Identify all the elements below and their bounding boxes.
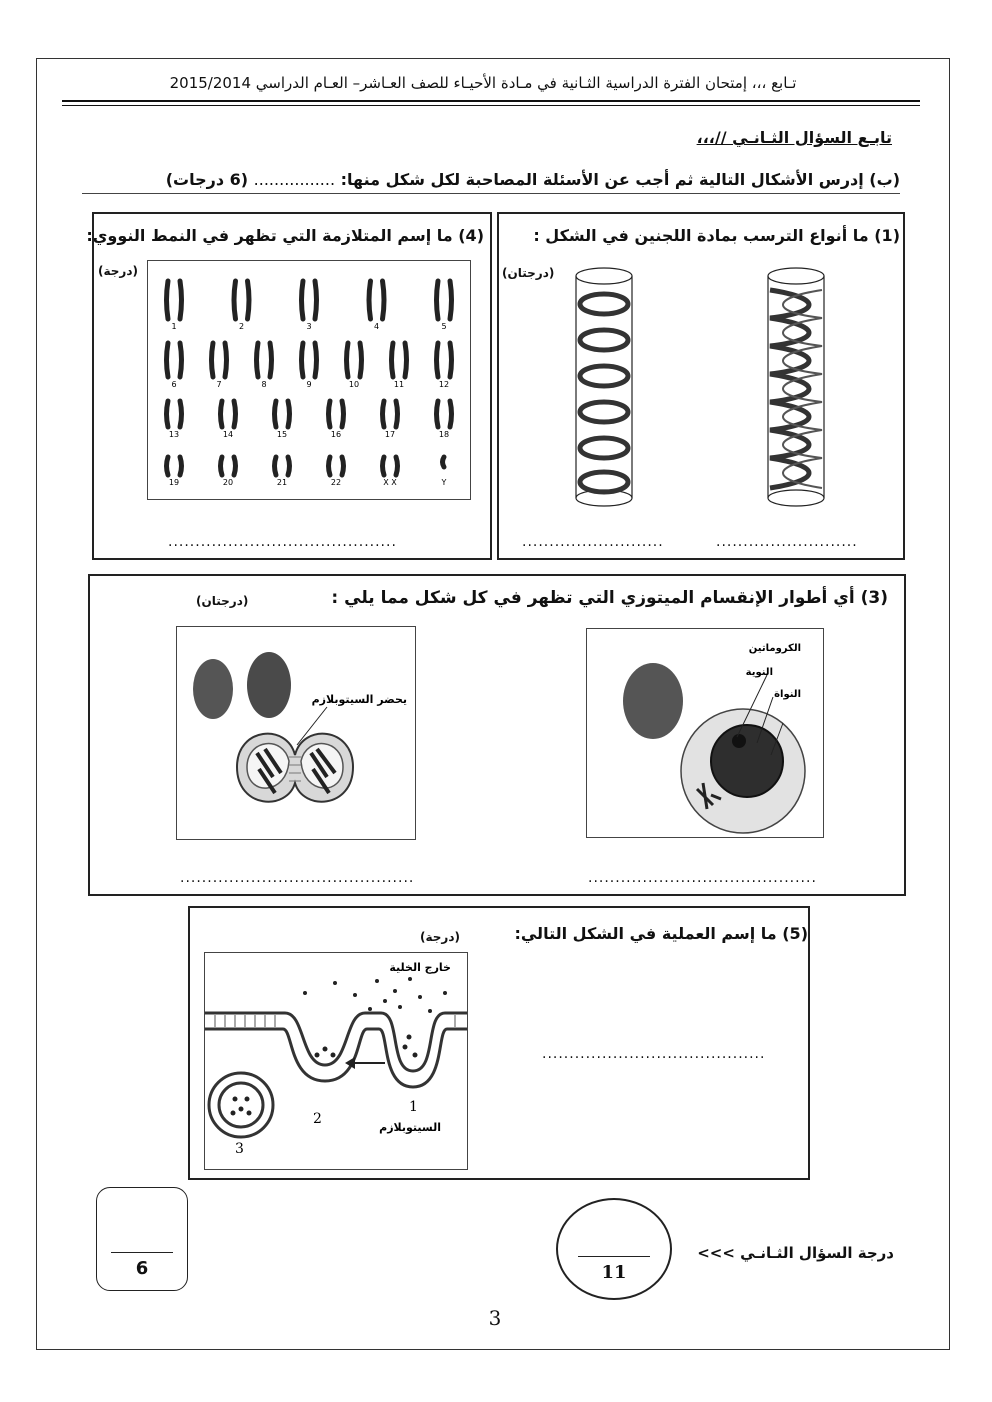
telophase-label: يحضر السيتوبلازم (311, 693, 407, 706)
section-instruction (82, 170, 900, 194)
chromosome-pair (443, 457, 445, 467)
chromosome (302, 281, 304, 319)
chromosome-pair (167, 343, 182, 377)
instruction-dots: ................ (253, 170, 336, 189)
chromosome (347, 343, 349, 377)
header-rule-thin (62, 105, 920, 106)
chromosome-number-label: 2 (238, 322, 245, 331)
nucleolus-label: النوية (745, 667, 773, 678)
header-rule (62, 100, 920, 102)
chromosome (275, 457, 277, 475)
question-1-answer-right[interactable]: .......................... (716, 534, 858, 550)
chromosome (180, 457, 182, 475)
score-line (578, 1256, 650, 1257)
chromosome-number-label: 18 (438, 430, 450, 439)
question-5-marks: (درجة) (420, 930, 460, 944)
karyotype-figure (147, 260, 471, 500)
chromosome (167, 457, 169, 475)
chromosome (443, 457, 445, 467)
chromosome (383, 401, 385, 427)
chromosome-number-label: 14 (222, 430, 234, 439)
chromosome-pair (275, 457, 290, 475)
chromosome-number-label: 10 (348, 380, 360, 389)
question-3-text: (3) أي أطوار الإنقسام الميتوزي التي تظهر في كل شكل مما يلي : (331, 588, 888, 608)
label-2: 2 (313, 1111, 322, 1127)
chromosome (392, 343, 394, 377)
chromosome-pair (275, 401, 290, 427)
page-number: 3 (488, 1306, 502, 1330)
chromosome (180, 343, 182, 377)
question-score-label: درجة السؤال الثـانـي >>> (697, 1244, 894, 1262)
chromosome-number-label: 11 (393, 380, 405, 389)
chromosome-pair (392, 343, 407, 377)
question-1-answer-left[interactable]: .......................... (522, 534, 664, 550)
chromosome (315, 281, 317, 319)
endocytosis-figure (204, 952, 468, 1170)
label-3: 3 (235, 1141, 244, 1157)
chromosome (383, 457, 385, 475)
chromosome-number-label: 15 (276, 430, 288, 439)
chromosome (383, 281, 385, 319)
nucleus-label: النواة (774, 689, 801, 700)
chromosome-pair (383, 401, 398, 427)
prophase-figure (586, 628, 824, 838)
chromosome-pair (212, 343, 227, 377)
chromosome (405, 343, 407, 377)
chromosome-number-label: 9 (306, 380, 312, 389)
question-1-text: (1) ما أنواع الترسب بمادة اللجنين في الشكل : (533, 226, 900, 245)
chromosome (212, 343, 214, 377)
chromosome (329, 401, 331, 427)
chromosome-number-label: 7 (216, 380, 222, 389)
question-3-marks: (درجتان) (196, 594, 249, 608)
chromosome (221, 401, 223, 427)
chromosome (450, 281, 452, 319)
chromosome (288, 401, 290, 427)
chromosome-number-label: 3 (306, 322, 312, 331)
chromosome-pair (221, 457, 236, 475)
lignin-figure (552, 262, 852, 512)
chromosome-pair (437, 281, 452, 319)
chromosome-pair (257, 343, 272, 377)
question-4-marks: (درجة) (98, 264, 138, 278)
chromosome (180, 401, 182, 427)
chromosome-pair (437, 401, 452, 427)
telophase-figure (176, 626, 416, 840)
chromosome (315, 343, 317, 377)
cytoplasm-label: السيتوبلازم (379, 1121, 441, 1134)
chromosome-pair (383, 457, 398, 475)
question-3-answer-left[interactable]: ........................................... (180, 870, 415, 886)
chromosome-number-label: 22 (330, 478, 342, 487)
exam-header: تـابع ،،، إمتحان الفترة الدراسية الثـانية في مـادة الأحيـاء للصف العـاشر– العـام الدراسي 2015/2014 (169, 74, 797, 92)
question-3-answer-right[interactable]: .......................................... (588, 870, 817, 886)
chromosome (288, 457, 290, 475)
chromosome-number-label: 21 (276, 478, 288, 487)
question-4-answer[interactable]: .......................................... (168, 534, 397, 550)
section-score-total: 6 (135, 1258, 149, 1279)
chromosome-pair (221, 401, 236, 427)
chromosome (437, 343, 439, 377)
chromosome (342, 457, 344, 475)
chromosome (180, 281, 182, 319)
chromosome (396, 457, 398, 475)
chromosome (225, 343, 227, 377)
chromosome-number-label: 8 (261, 380, 267, 389)
chromosome (342, 401, 344, 427)
chromosome (302, 343, 304, 377)
chromosome-pair (329, 401, 344, 427)
chromosome-pair (437, 343, 452, 377)
chromosome-number-label: 4 (373, 322, 380, 331)
chromosome-number-label: 12 (438, 380, 450, 389)
chromosome-pair (234, 281, 249, 319)
question-5-text: (5) ما إسم العملية في الشكل التالي: (514, 924, 808, 943)
instruction-marks: (6 درجات) (165, 170, 249, 189)
chromatin-label: الكروماتين (748, 643, 801, 654)
label-1: 1 (409, 1099, 418, 1115)
question-1-marks: (درجتان) (502, 266, 555, 280)
outside-cell-label: خارج الخلية (389, 961, 451, 974)
chromosome-number-label: 1 (171, 322, 177, 331)
chromosome-pair (347, 343, 362, 377)
chromosome-pair (302, 343, 317, 377)
chromosome-pair (329, 457, 344, 475)
chromosome-number-label: 6 (171, 380, 177, 389)
chromosome (234, 457, 236, 475)
chromosome (275, 401, 277, 427)
chromosome-number-label: 20 (222, 478, 234, 487)
chromosome-pair (167, 281, 182, 319)
chromosome (437, 401, 439, 427)
chromosome-number-label: 19 (168, 478, 180, 487)
chromosome (270, 343, 272, 377)
chromosome (437, 281, 439, 319)
chromosome (167, 343, 169, 377)
chromosome (234, 401, 236, 427)
chromosome-pair (167, 401, 182, 427)
question-score-total: 11 (601, 1262, 627, 1283)
continuation-heading: تابـع السؤال الثـانـي //،،، (696, 128, 892, 147)
chromosome (369, 281, 371, 319)
chromosome (329, 457, 331, 475)
chromosome (248, 281, 250, 319)
score-line (111, 1252, 173, 1253)
instruction-text: (ب) إدرس الأشكال التالية ثم أجب عن الأسئلة المصاحبة لكل شكل منها: (340, 170, 900, 189)
chromosome (450, 343, 452, 377)
chromosome-pair (167, 457, 182, 475)
chromosome (234, 281, 236, 319)
section-score-box (96, 1187, 188, 1291)
chromosome (396, 401, 398, 427)
chromosome-pair (302, 281, 317, 319)
chromosome (450, 401, 452, 427)
chromosome (221, 457, 223, 475)
chromosome-number-label: 17 (384, 430, 396, 439)
chromosome-number-label: 5 (441, 322, 447, 331)
chromosome (167, 281, 169, 319)
chromosome-number-label: X X (383, 478, 397, 487)
chromosome-number-label: Y (441, 478, 447, 487)
chromosome-pair (369, 281, 384, 319)
chromosome-number-label: 16 (330, 430, 342, 439)
question-5-answer[interactable]: ......................................... (542, 1046, 766, 1062)
question-score-circle (556, 1198, 672, 1300)
question-4-text: (4) ما إسم المتلازمة التي تظهر في النمط النووي: (86, 226, 484, 245)
chromosome-number-label: 13 (168, 430, 180, 439)
chromosome (167, 401, 169, 427)
chromosome (360, 343, 362, 377)
chromosome (257, 343, 259, 377)
